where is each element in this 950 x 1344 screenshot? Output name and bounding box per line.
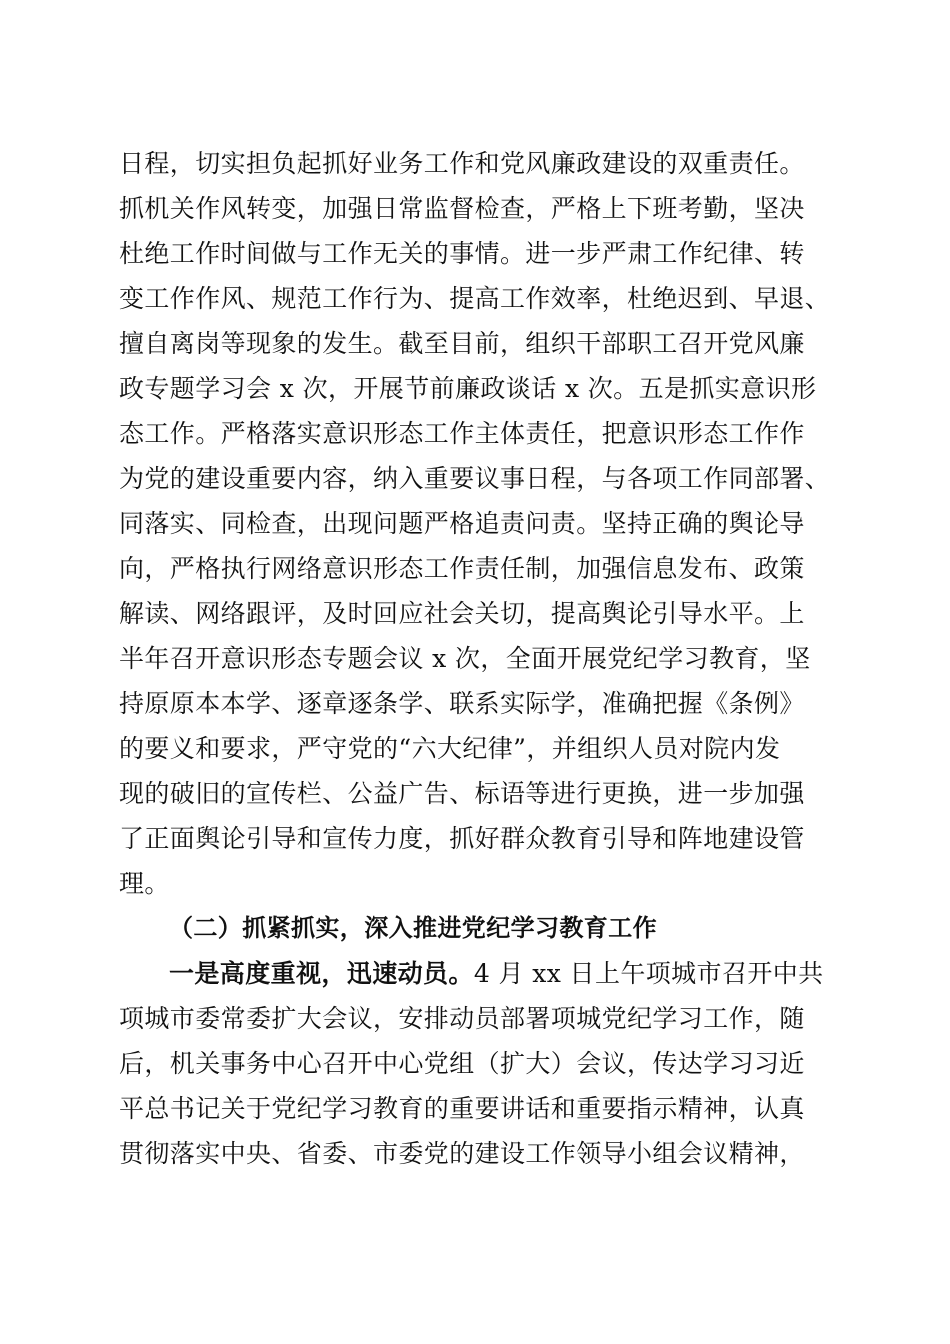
paragraph-2-line: 平总书记关于党纪学习教育的重要讲话和重要指示精神，认真: [119, 1094, 805, 1123]
paragraph-1-line: 抓机关作风转变，加强日常监督检查，严格上下班考勤，坚决: [119, 194, 805, 223]
paragraph-1-line: 杜绝工作时间做与工作无关的事情。进一步严肃工作纪律、转: [119, 239, 805, 268]
paragraph-1-line: 半年召开意识形态专题会议 x 次，全面开展党纪学习教育，坚: [119, 644, 811, 673]
paragraph-1-line: 为党的建设重要内容，纳入重要议事日程，与各项工作同部署、: [119, 464, 831, 493]
paragraph-2-lead: 一是高度重视，迅速动员。: [169, 959, 474, 988]
section-heading: （二）抓紧抓实，深入推进党纪学习教育工作: [169, 914, 657, 942]
paragraph-1-line: 的要义和要求，严守党的“六大纪律”，并组织人员对院内发: [119, 734, 781, 763]
paragraph-1-line: 持原原本本学、逐章逐条学、联系实际学，准确把握《条例》: [119, 689, 805, 718]
paragraph-1-line: 态工作。严格落实意识形态工作主体责任，把意识形态工作作: [119, 419, 805, 448]
paragraph-1-line: 日程，切实担负起抓好业务工作和党风廉政建设的双重责任。: [119, 149, 805, 178]
paragraph-1-line: 擅自离岗等现象的发生。截至目前，组织干部职工召开党风廉: [119, 329, 805, 358]
paragraph-1-line: 向，严格执行网络意识形态工作责任制，加强信息发布、政策: [119, 554, 805, 583]
paragraph-1-line: 同落实、同检查，出现问题严格追责问责。坚持正确的舆论导: [119, 509, 805, 538]
paragraph-1-line: 理。: [119, 869, 170, 898]
paragraph-1-line: 政专题学习会 x 次，开展节前廉政谈话 x 次。五是抓实意识形: [119, 374, 817, 403]
paragraph-1-line: 变工作作风、规范工作行为、提高工作效率，杜绝迟到、早退、: [119, 284, 831, 313]
paragraph-2-line: 贯彻落实中央、省委、市委党的建设工作领导小组会议精神，: [119, 1139, 805, 1168]
paragraph-2-line: 后，机关事务中心召开中心党组（扩大）会议，传达学习习近: [119, 1049, 805, 1078]
paragraph-2-line: 项城市委常委扩大会议，安排动员部署项城党纪学习工作，随: [119, 1004, 805, 1033]
paragraph-1-line: 解读、网络跟评，及时回应社会关切，提高舆论引导水平。上: [119, 599, 805, 628]
paragraph-2-first-line-rest: 4 月 xx 日上午项城市召开中共: [473, 959, 824, 988]
paragraph-2-first-line: [119, 951, 839, 996]
paragraph-1-line: 了正面舆论引导和宣传力度，抓好群众教育引导和阵地建设管: [119, 824, 805, 853]
paragraph-1-line: 现的破旧的宣传栏、公益广告、标语等进行更换，进一步加强: [119, 779, 805, 808]
document-body: [119, 141, 839, 1176]
